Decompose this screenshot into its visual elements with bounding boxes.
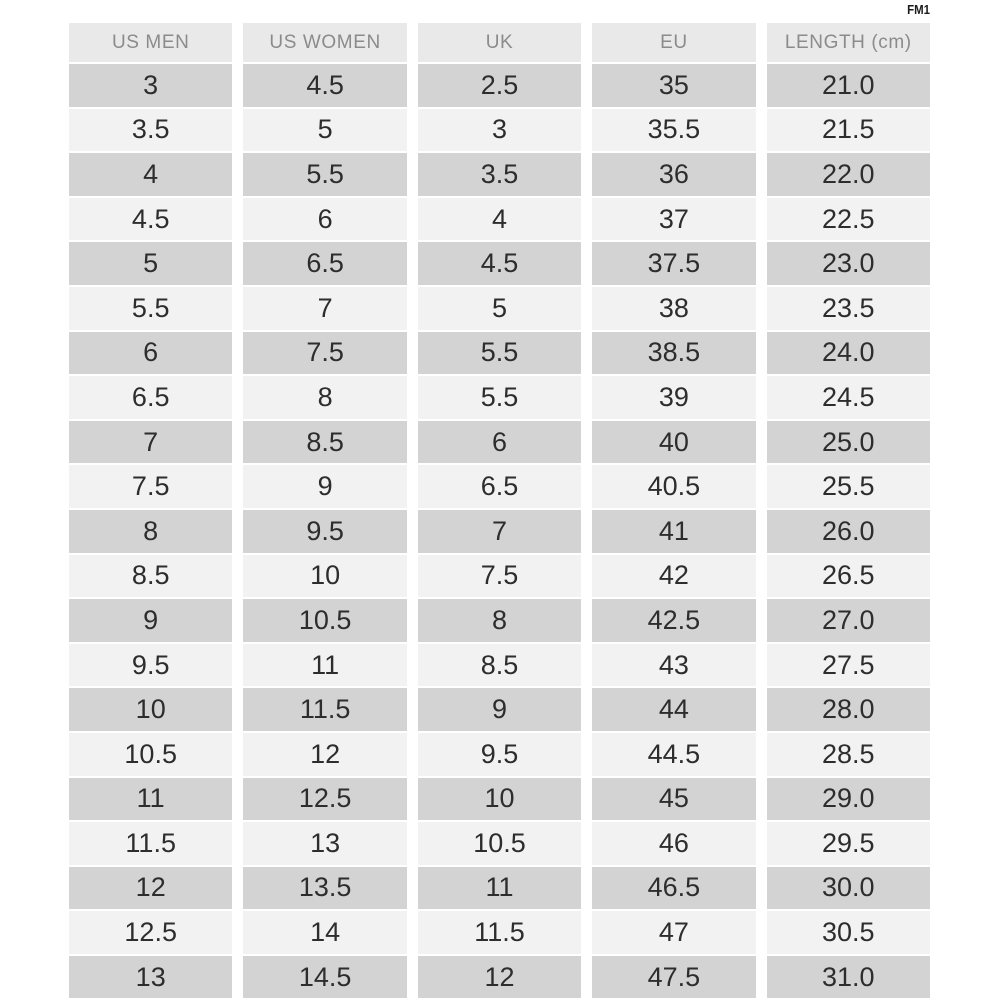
size-cell-us-women: 7 — [243, 287, 406, 330]
column-header-eu: EU — [592, 23, 755, 62]
size-cell-us-women: 8.5 — [243, 421, 406, 464]
size-cell-length-cm: 24.0 — [767, 332, 930, 375]
size-cell-uk: 9.5 — [418, 733, 581, 776]
size-cell-uk: 9 — [418, 688, 581, 731]
size-cell-uk: 6.5 — [418, 465, 581, 508]
size-cell-eu: 39 — [592, 376, 755, 419]
size-cell-us-men: 4.5 — [69, 198, 232, 241]
size-cell-length-cm: 28.5 — [767, 733, 930, 776]
size-cell-uk: 5.5 — [418, 332, 581, 375]
size-cell-us-men: 4 — [69, 153, 232, 196]
size-cell-us-men: 3.5 — [69, 109, 232, 152]
size-cell-us-women: 6 — [243, 198, 406, 241]
size-cell-uk: 10.5 — [418, 822, 581, 865]
size-cell-eu: 35 — [592, 64, 755, 107]
size-cell-us-men: 8 — [69, 510, 232, 553]
size-cell-us-women: 6.5 — [243, 242, 406, 285]
size-cell-us-women: 12 — [243, 733, 406, 776]
column-header-uk: UK — [418, 23, 581, 62]
size-cell-eu: 46.5 — [592, 867, 755, 910]
column-header-length-cm: LENGTH (cm) — [767, 23, 930, 62]
size-cell-eu: 38 — [592, 287, 755, 330]
size-cell-eu: 42.5 — [592, 599, 755, 642]
size-cell-uk: 8 — [418, 599, 581, 642]
size-cell-eu: 45 — [592, 778, 755, 821]
size-cell-eu: 40 — [592, 421, 755, 464]
size-cell-us-men: 11.5 — [69, 822, 232, 865]
size-cell-us-women: 7.5 — [243, 332, 406, 375]
size-cell-us-women: 5.5 — [243, 153, 406, 196]
size-cell-length-cm: 21.5 — [767, 109, 930, 152]
size-cell-uk: 11.5 — [418, 911, 581, 954]
size-cell-eu: 42 — [592, 555, 755, 598]
size-cell-us-women: 10.5 — [243, 599, 406, 642]
size-cell-eu: 44.5 — [592, 733, 755, 776]
size-cell-us-men: 9.5 — [69, 644, 232, 687]
size-cell-uk: 12 — [418, 956, 581, 999]
column-header-us-women: US WOMEN — [243, 23, 406, 62]
size-cell-us-men: 3 — [69, 64, 232, 107]
size-cell-eu: 37 — [592, 198, 755, 241]
size-cell-us-men: 5 — [69, 242, 232, 285]
size-cell-us-men: 12.5 — [69, 911, 232, 954]
size-cell-us-men: 5.5 — [69, 287, 232, 330]
size-cell-eu: 47 — [592, 911, 755, 954]
size-cell-us-women: 5 — [243, 109, 406, 152]
size-cell-length-cm: 30.5 — [767, 911, 930, 954]
size-cell-uk: 2.5 — [418, 64, 581, 107]
size-cell-us-men: 8.5 — [69, 555, 232, 598]
column-header-us-men: US MEN — [69, 23, 232, 62]
size-cell-us-men: 13 — [69, 956, 232, 999]
size-cell-length-cm: 29.5 — [767, 822, 930, 865]
size-cell-us-men: 7.5 — [69, 465, 232, 508]
size-cell-us-men: 10.5 — [69, 733, 232, 776]
size-cell-us-women: 13.5 — [243, 867, 406, 910]
size-cell-uk: 5 — [418, 287, 581, 330]
size-cell-length-cm: 22.0 — [767, 153, 930, 196]
size-cell-us-men: 10 — [69, 688, 232, 731]
size-cell-eu: 37.5 — [592, 242, 755, 285]
size-cell-uk: 4.5 — [418, 242, 581, 285]
size-cell-length-cm: 25.5 — [767, 465, 930, 508]
size-cell-length-cm: 30.0 — [767, 867, 930, 910]
size-cell-us-women: 14.5 — [243, 956, 406, 999]
size-cell-us-men: 11 — [69, 778, 232, 821]
size-cell-length-cm: 23.5 — [767, 287, 930, 330]
size-cell-eu: 38.5 — [592, 332, 755, 375]
size-cell-uk: 7.5 — [418, 555, 581, 598]
size-cell-us-women: 11 — [243, 644, 406, 687]
size-cell-length-cm: 29.0 — [767, 778, 930, 821]
size-cell-us-women: 14 — [243, 911, 406, 954]
size-cell-length-cm: 27.0 — [767, 599, 930, 642]
size-cell-eu: 35.5 — [592, 109, 755, 152]
size-cell-length-cm: 27.5 — [767, 644, 930, 687]
size-cell-length-cm: 22.5 — [767, 198, 930, 241]
size-cell-us-men: 12 — [69, 867, 232, 910]
size-cell-uk: 10 — [418, 778, 581, 821]
size-cell-us-women: 8 — [243, 376, 406, 419]
size-cell-us-men: 6 — [69, 332, 232, 375]
size-cell-uk: 7 — [418, 510, 581, 553]
size-cell-length-cm: 25.0 — [767, 421, 930, 464]
size-cell-us-women: 9 — [243, 465, 406, 508]
size-cell-uk: 11 — [418, 867, 581, 910]
size-cell-length-cm: 26.0 — [767, 510, 930, 553]
size-cell-us-women: 9.5 — [243, 510, 406, 553]
size-cell-us-women: 11.5 — [243, 688, 406, 731]
size-cell-length-cm: 24.5 — [767, 376, 930, 419]
size-cell-eu: 46 — [592, 822, 755, 865]
size-cell-eu: 43 — [592, 644, 755, 687]
size-cell-length-cm: 31.0 — [767, 956, 930, 999]
size-conversion-table — [69, 23, 930, 998]
size-cell-length-cm: 21.0 — [767, 64, 930, 107]
size-cell-us-women: 4.5 — [243, 64, 406, 107]
size-cell-us-men: 6.5 — [69, 376, 232, 419]
size-cell-us-men: 7 — [69, 421, 232, 464]
size-cell-uk: 6 — [418, 421, 581, 464]
size-cell-eu: 36 — [592, 153, 755, 196]
size-cell-length-cm: 28.0 — [767, 688, 930, 731]
size-cell-us-men: 9 — [69, 599, 232, 642]
size-cell-length-cm: 23.0 — [767, 242, 930, 285]
size-cell-us-women: 10 — [243, 555, 406, 598]
size-cell-eu: 47.5 — [592, 956, 755, 999]
size-cell-uk: 3 — [418, 109, 581, 152]
size-cell-eu: 41 — [592, 510, 755, 553]
size-cell-uk: 4 — [418, 198, 581, 241]
size-cell-us-women: 12.5 — [243, 778, 406, 821]
size-cell-uk: 8.5 — [418, 644, 581, 687]
size-cell-eu: 40.5 — [592, 465, 755, 508]
figure-code-label: FM1 — [907, 2, 930, 17]
size-cell-length-cm: 26.5 — [767, 555, 930, 598]
size-cell-uk: 3.5 — [418, 153, 581, 196]
size-cell-eu: 44 — [592, 688, 755, 731]
size-cell-uk: 5.5 — [418, 376, 581, 419]
size-cell-us-women: 13 — [243, 822, 406, 865]
